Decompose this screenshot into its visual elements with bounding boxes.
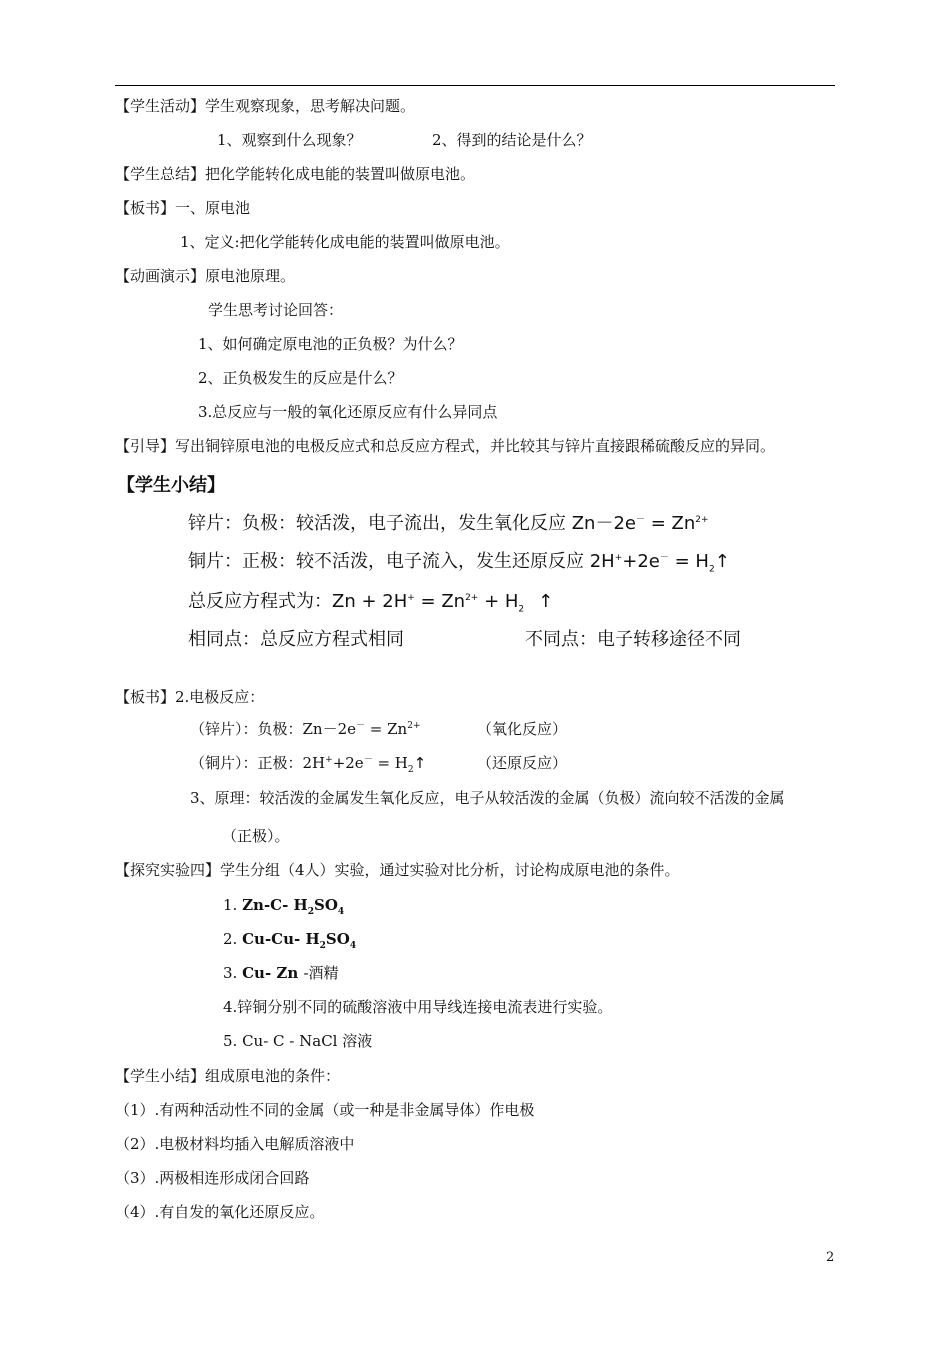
similarity: 相同点：总反应方程式相同 <box>188 629 404 650</box>
oxidation-label: （氧化反应） <box>477 720 568 738</box>
experiment-item-5: 5. Cu- C - NaCl 溶液 <box>223 1032 373 1050</box>
reduction-label: （还原反应） <box>477 754 568 772</box>
copper-summary: 铜片：正极：较不活泼，电子流入，发生还原反应 $2H^++2e^- = H_2↑$ <box>188 551 730 575</box>
condition-2: （2）.电极材料均插入电解质溶液中 <box>115 1135 355 1153</box>
discussion-q3: 3.总反应与一般的氧化还原反应有什么异同点 <box>198 403 498 421</box>
guide-text: 【引导】写出铜锌原电池的电极反应式和总反应方程式，并比较其与锌片直接跟稀硫酸反应的异同。 <box>115 437 776 455</box>
experiment-item-3: 3. Cu- Zn -酒精 <box>223 964 339 982</box>
condition-3: （3）.两极相连形成闭合回路 <box>115 1169 310 1187</box>
discussion-q1: 1、如何确定原电池的正负极？为什么？ <box>198 335 463 353</box>
gas-arrow-icon: ↑ <box>714 551 730 572</box>
question-conclusion: 2、得到的结论是什么？ <box>432 131 592 149</box>
zinc-summary: 锌片：负极：较活泼，电子流出，发生氧化反应 $Zn-2e^- = Zn^{2+}$ <box>188 513 709 534</box>
total-equation: 总反应方程式为：$Zn + 2H^+ = Zn^{2+} + H_2$ ↑ <box>188 591 554 615</box>
principle-cont: （正极）。 <box>222 827 290 845</box>
conditions-heading: 【学生小结】组成原电池的条件： <box>115 1067 341 1085</box>
experiment-four: 【探究实验四】学生分组（4人）实验，通过实验对比分析，讨论构成原电池的条件。 <box>115 861 680 879</box>
zinc-electrode-reaction: （锌片）：负极：$Zn-2e^- = Zn^{2+}$ <box>190 720 421 738</box>
question-observe: 1、观察到什么现象？ <box>217 131 362 149</box>
experiment-item-2: 2. Cu-Cu- $H_2SO_4$ <box>223 930 357 951</box>
experiment-item-1: 1. Zn-C- $H_2SO_4$ <box>223 896 345 917</box>
animation-demo: 【动画演示】原电池原理。 <box>115 267 296 285</box>
principle: 3、原理：较活泼的金属发生氧化反应，电子从较活泼的金属（负极）流向较不活泼的金属 <box>190 789 785 807</box>
gas-arrow-icon: ↑ <box>413 754 427 772</box>
condition-1: （1）.有两种活动性不同的金属（或一种是非金属导体）作电极 <box>115 1101 535 1119</box>
difference: 不同点：电子转移途径不同 <box>525 629 741 650</box>
condition-4: （4）.有自发的氧化还原反应。 <box>115 1203 325 1221</box>
discussion-q2: 2、正负极发生的反应是什么？ <box>198 369 403 387</box>
gas-arrow-icon: ↑ <box>538 591 554 612</box>
page-number: 2 <box>826 1250 835 1265</box>
definition: 1、定义:把化学能转化成电能的装置叫做原电池。 <box>180 233 510 251</box>
copper-electrode-reaction: （铜片）：正极：$2H^++2e^- = H_2↑$ <box>190 754 427 775</box>
student-summary: 【学生总结】把化学能转化成电能的装置叫做原电池。 <box>115 165 476 183</box>
discussion-intro: 学生思考讨论回答： <box>208 301 344 319</box>
experiment-item-4: 4.锌铜分别不同的硫酸溶液中用导线连接电流表进行实验。 <box>223 998 613 1016</box>
blackboard-title: 【板书】一、原电池 <box>115 199 251 217</box>
header-rule <box>115 85 835 86</box>
electrode-reaction-title: 【板书】2.电极反应： <box>115 688 265 706</box>
summary-heading: 【学生小结】 <box>117 475 225 496</box>
student-activity: 【学生活动】学生观察现象，思考解决问题。 <box>115 97 416 115</box>
